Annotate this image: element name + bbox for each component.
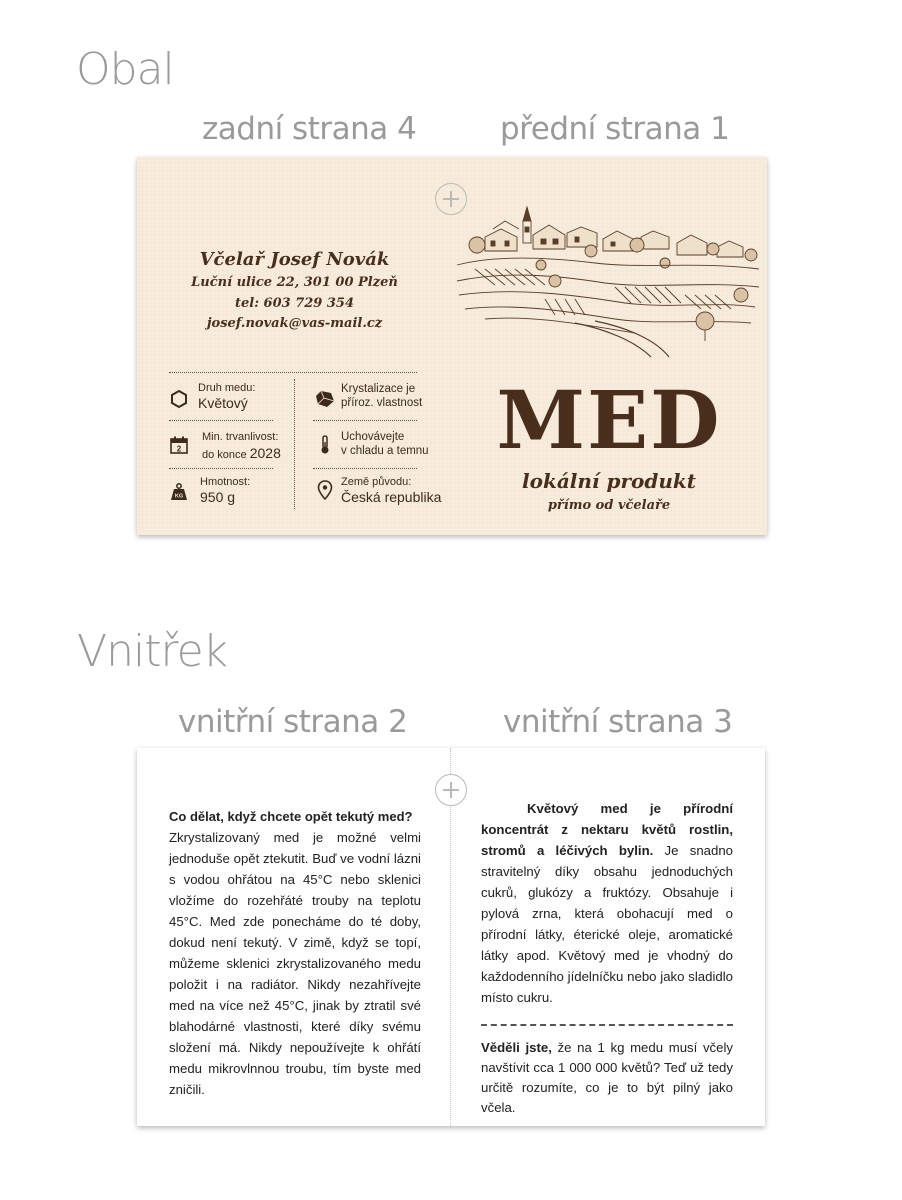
- crystal-line1: Krystalizace je: [341, 383, 416, 395]
- weight-icon-text: KG: [174, 493, 184, 500]
- beekeeper-email: josef.novak@vas-mail.cz: [206, 316, 383, 331]
- shelf-life-value: [202, 445, 281, 464]
- honey-type-value: Květový: [198, 395, 248, 411]
- bee-fact-rest: že na 1 kg medu musí včely navštívit cca 1 000 000 květů? Teď už tedy určitě rozumíte, co je to být pilný jako včela.: [481, 1040, 733, 1115]
- label-inner-side-3: vnitřní strana 3: [503, 704, 733, 740]
- product-title: MED: [496, 373, 722, 467]
- divider: [169, 420, 273, 421]
- cover-card: [137, 157, 767, 535]
- inside-card: [137, 748, 765, 1126]
- product-subtitle: lokální produkt: [522, 469, 696, 493]
- divider: [169, 372, 417, 373]
- honey-description-rest: Je snadno stravitelný díky obsahu jednoduchých cukrů, glukózy a fruktózy. Obsahuje i pylová zrna, která obohacují med o přírodní látky, éterické oleje, aromatické látky apod. Květový med je vhodný do každodenního jídelníčku nebo jako sladidlo místo cukru.: [481, 843, 733, 1005]
- bee-fact-lead: Věděli jste,: [481, 1040, 552, 1055]
- inner-right-panel: [481, 798, 733, 1118]
- shelf-life-prefix: do konce: [202, 449, 247, 461]
- thermometer-icon: [315, 435, 335, 455]
- village-landscape-illustration: [455, 199, 760, 364]
- storage-line2: v chladu a temnu: [341, 445, 429, 457]
- crystal-text: [341, 382, 422, 410]
- label-back-side: zadní strana 4: [202, 111, 417, 147]
- beekeeper-name: Včelař Josef Novák: [199, 249, 390, 270]
- location-pin-icon: [315, 480, 335, 500]
- product-tagline: přímo od včelaře: [547, 498, 671, 513]
- bee-fact: [481, 1038, 733, 1118]
- divider: [169, 468, 273, 469]
- storage-text: [341, 430, 429, 458]
- storage-line1: Uchovávejte: [341, 431, 405, 443]
- beekeeper-phone: tel: 603 729 354: [235, 296, 354, 311]
- weight-label: Hmotnost:: [200, 476, 251, 488]
- honey-description-lead: Květový med je přírodní koncentrát z nektaru květů rostlin, stromů a léčivých bylin.: [481, 801, 733, 858]
- crystal-line2: příroz. vlastnost: [341, 397, 423, 409]
- weight-value: 950 g: [200, 489, 236, 505]
- weight-icon: [169, 482, 189, 502]
- beekeeper-address: Luční ulice 22, 301 00 Plzeň: [191, 275, 398, 290]
- divider: [294, 379, 295, 509]
- section-title-vnitrek: Vnitřek: [77, 626, 228, 677]
- inner-left-panel: [169, 806, 421, 1100]
- liquefy-heading: Co dělat, když chcete opět tekutý med?: [169, 809, 413, 824]
- honey-description: [481, 798, 733, 1008]
- origin-value: Česká republika: [341, 489, 442, 505]
- plus-icon: [435, 774, 467, 806]
- origin-label: Země původu:: [341, 476, 412, 488]
- divider: [481, 1024, 733, 1026]
- calendar-icon: [169, 435, 189, 455]
- divider: [313, 468, 417, 469]
- hexagon-icon: [169, 389, 189, 409]
- liquefy-body: Zkrystalizovaný med je možné velmi jednoduše opět ztekutit. Buď ve vodní lázni s vodou ohřátou na 45°C nebo sklenici vložíme do rozehřáté trouby na teplotu 45°C. Med zde ponecháme do té doby, dokud není tekutý. V zimě, když se topí, můžeme sklenici zkrystalizovaného medu položit i na radiátor. Nikdy nezahřívejte med na více než 45°C, jinak by ztratil své blahodárné vlastnosti, které díky svému složení má. Nikdy nepoužívejte k ohřátí medu mikrovlnnou troubu, tím byste med zničili.: [169, 830, 421, 1097]
- crystal-icon: [315, 389, 335, 409]
- shelf-life-year: 2028: [249, 445, 281, 461]
- section-title-obal: Obal: [76, 44, 174, 95]
- label-front-side: přední strana 1: [500, 111, 730, 147]
- calendar-day: 2: [176, 444, 182, 454]
- shelf-life-label: Min. trvanlivost:: [202, 431, 279, 443]
- label-inner-side-2: vnitřní strana 2: [178, 704, 408, 740]
- honey-type-label: Druh medu:: [198, 382, 256, 394]
- divider: [313, 420, 417, 421]
